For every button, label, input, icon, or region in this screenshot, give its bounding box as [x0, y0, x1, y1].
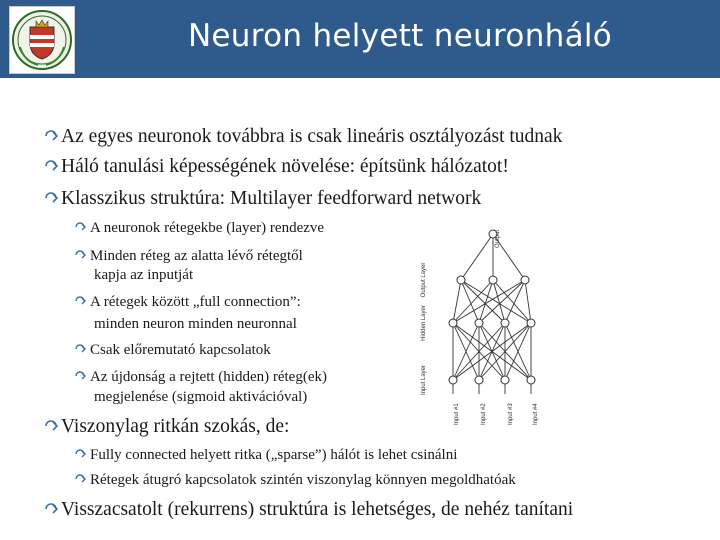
sub-item-text: Fully connected helyett ritka („sparse”) hálót is lehet csinálni: [90, 447, 458, 463]
bullet-arrow-icon: [74, 249, 87, 261]
hidden-node: [475, 319, 483, 327]
connection-line: [461, 234, 493, 280]
bullet-arrow-icon: [74, 343, 87, 355]
output-layer-node: [489, 276, 497, 284]
network-connections: [453, 234, 531, 394]
output-layer-node: [521, 276, 529, 284]
bullet-arrow-icon: [74, 221, 87, 233]
sub-item-4: [74, 341, 271, 359]
sub-item-2: [74, 247, 303, 265]
input-2-label: Input #2: [481, 403, 487, 425]
connection-line: [461, 280, 531, 323]
input-node: [527, 376, 535, 384]
network-svg: [405, 220, 540, 430]
bullet-text: Visszacsatolt (rekurrens) struktúra is lehetséges, de nehéz tanítani: [61, 499, 574, 520]
bullet-arrow-icon: [44, 159, 59, 173]
sub-item-text: Csak előremutató kapcsolatok: [90, 342, 271, 358]
bullet-text: Klasszikus struktúra: Multilayer feedforward network: [61, 188, 482, 209]
bullet-text: Háló tanulási képességének növelése: építsünk hálózatot!: [61, 156, 509, 177]
sub-item-text: A neuronok rétegekbe (layer) rendezve: [90, 220, 325, 236]
connection-line: [453, 280, 493, 323]
input-node: [475, 376, 483, 384]
bullet-arrow-icon: [74, 295, 87, 307]
hidden-node: [527, 319, 535, 327]
bullet-1: [44, 125, 562, 149]
bullet-4: [44, 415, 289, 439]
bullet-arrow-icon: [74, 370, 87, 382]
bullet-3: [44, 187, 481, 211]
input-3-label: Input #3: [508, 403, 514, 425]
hidden-layer-label: Hidden Layer: [421, 305, 427, 341]
sub-item-3: [74, 293, 301, 311]
hidden-node: [501, 319, 509, 327]
input-1-label: Input #1: [454, 403, 460, 425]
bullet-2: [44, 155, 509, 179]
sub-item-text: A rétegek között „full connection”:: [90, 294, 301, 310]
input-4-label: Input #4: [533, 403, 539, 425]
sub-item-text: Minden réteg az alatta lévő rétegtől: [90, 248, 303, 264]
sub-item-5-cont: megjelenése (sigmoid aktivációval): [94, 389, 308, 405]
bullet-5: [44, 498, 573, 522]
bullet-arrow-icon: [74, 473, 87, 485]
bullet-arrow-icon: [74, 448, 87, 460]
title-bar: [0, 0, 720, 78]
bullet-arrow-icon: [44, 419, 59, 433]
input-node: [449, 376, 457, 384]
hidden-node: [449, 319, 457, 327]
sub-item-7: [74, 471, 516, 489]
sub-item-text: Rétegek átugró kapcsolatok szintén viszonylag könnyen megoldhatóak: [90, 472, 516, 488]
bullet-arrow-icon: [44, 502, 59, 516]
input-node: [501, 376, 509, 384]
sub-item-6: [74, 446, 457, 464]
sub-item-text: Az újdonság a rejtett (hidden) réteg(ek): [90, 369, 327, 385]
sub-item-1: [74, 219, 324, 237]
bullet-text: Viszonylag ritkán szokás, de:: [61, 416, 290, 437]
sub-item-2-cont: kapja az inputját: [94, 267, 194, 283]
sub-item-5: [74, 368, 327, 386]
connection-line: [453, 280, 461, 323]
bullet-text: Az egyes neuronok továbbra is csak lineáris osztályozást tudnak: [61, 126, 563, 147]
neural-network-diagram: [405, 220, 540, 430]
bullet-arrow-icon: [44, 129, 59, 143]
sub-item-3-cont: minden neuron minden neuronnal: [94, 316, 297, 332]
bullet-arrow-icon: [44, 191, 59, 205]
slide-title: Neuron helyett neuronháló: [187, 18, 613, 54]
university-crest-logo: [9, 6, 75, 74]
output-layer-node: [457, 276, 465, 284]
output-layer-label: Output Layer: [421, 262, 427, 298]
input-layer-label: Input Layer: [421, 364, 427, 396]
output-label: Output: [495, 229, 501, 248]
